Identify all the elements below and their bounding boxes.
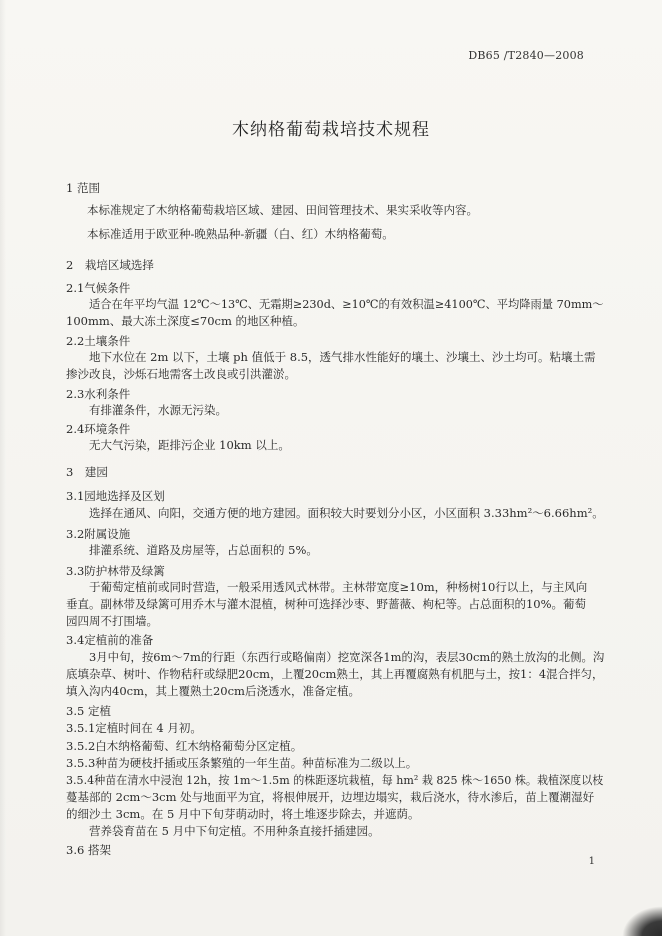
text-line: 地下水位在 2m 以下，土壤 ph 值低于 8.5，透气排水性能好的壤土、沙壤土、沙土均可。粘壤土需 xyxy=(89,350,596,364)
text-line: 掺沙改良，沙烁石地需客土改良或引洪灌淤。 xyxy=(66,367,296,381)
text-line: 3.5.3种苗为硬枝扦插或压条繁殖的一年生苗。种苗标准为二级以上。 xyxy=(66,756,418,770)
text-line: 3.5 定植 xyxy=(66,704,111,718)
text-line: 3.5.2白木纳格葡萄、红木纳格葡萄分区定植。 xyxy=(66,739,303,753)
text-line: 本标准适用于欧亚种-晚熟品种-新疆（白、红）木纳格葡萄。 xyxy=(87,227,394,241)
document-title: 木纳格葡萄栽培技术规程 xyxy=(232,120,430,140)
text-line: 排灌系统、道路及房屋等，占总面积的 5%。 xyxy=(89,543,318,557)
text-line: 3月中旬，按6m～7m的行距（东西行或略偏南）挖宽深各1m的沟，表层30cm的熟土放沟的北侧。沟 xyxy=(89,650,605,664)
page-number: 1 xyxy=(588,856,595,867)
scan-corner-mark xyxy=(622,906,662,936)
text-line: 蔓基部的 2cm～3cm 处与地面平为宜，将根伸展开，边埋边塌实，栽后浇水，待水渗后，苗上覆潮湿好 xyxy=(66,790,595,804)
scan-edge-shadow xyxy=(0,0,6,936)
text-line: 3 建园 xyxy=(66,465,108,479)
text-line: 3.2附属设施 xyxy=(66,527,131,541)
text-line: 3.5.1定植时间在 4 月初。 xyxy=(66,721,202,735)
text-line: 1 范围 xyxy=(66,181,100,195)
text-line: 2.2土壤条件 xyxy=(66,334,131,348)
text-line: 园四周不打围墙。 xyxy=(66,614,158,628)
text-line: 于葡萄定植前或同时营造，一般采用透风式林带。主林带宽度≥10m，种杨树10行以上，与主风向 xyxy=(89,580,588,594)
text-line: 垂直。副林带及绿篱可用乔木与灌木混植，树种可选择沙枣、野蔷薇、枸杞等。占总面积的10%。葡萄 xyxy=(66,597,587,611)
standard-code: DB65 /T2840—2008 xyxy=(468,49,584,62)
text-line: 适合在年平均气温 12℃～13℃、无霜期≥230d、≥10℃的有效积温≥4100℃、平均降雨量 70mm～ xyxy=(89,297,604,311)
text-line: 选择在通风、向阳，交通方便的地方建园。面积较大时要划分小区，小区面积 3.33hm²～6.66hm²。 xyxy=(89,506,604,520)
text-line: 底填杂草、树叶、作物秸秆或绿肥20cm，上覆20cm熟土，其上再覆腐熟有机肥与土，按1：4混合拌匀， xyxy=(66,667,604,681)
text-line: 2.4环境条件 xyxy=(66,422,131,436)
text-line: 2 栽培区域选择 xyxy=(66,258,154,272)
text-line: 营养袋育苗在 5 月中下旬定植。不用种条直接扦插建园。 xyxy=(89,824,380,838)
text-line: 本标准规定了木纳格葡萄栽培区域、建园、田间管理技术、果实采收等内容。 xyxy=(87,203,478,217)
text-line: 3.5.4种苗在清水中浸泡 12h，按 1m～1.5m 的株距逐坑栽植，每 hm² 栽 825 株～1650 株。栽植深度以枝 xyxy=(66,773,604,787)
text-line: 3.1园地选择及区划 xyxy=(66,489,165,503)
text-line: 无大气污染，距排污企业 10km 以上。 xyxy=(89,438,290,452)
text-line: 2.1气候条件 xyxy=(66,281,131,295)
text-line: 3.4定植前的准备 xyxy=(66,633,154,647)
text-line: 3.6 搭架 xyxy=(66,843,111,857)
text-line: 3.3防护林带及绿篱 xyxy=(66,564,165,578)
text-line: 的细沙土 3cm。在 5 月中下旬芽萌动时，将土堆逐步除去，并遮荫。 xyxy=(66,807,420,821)
text-line: 2.3水利条件 xyxy=(66,387,131,401)
text-line: 有排灌条件，水源无污染。 xyxy=(89,403,227,417)
text-line: 100mm、最大冻土深度≤70cm 的地区种植。 xyxy=(66,314,305,328)
text-line: 填入沟内40cm，其上覆熟土20cm后浇透水，准备定植。 xyxy=(66,684,360,698)
